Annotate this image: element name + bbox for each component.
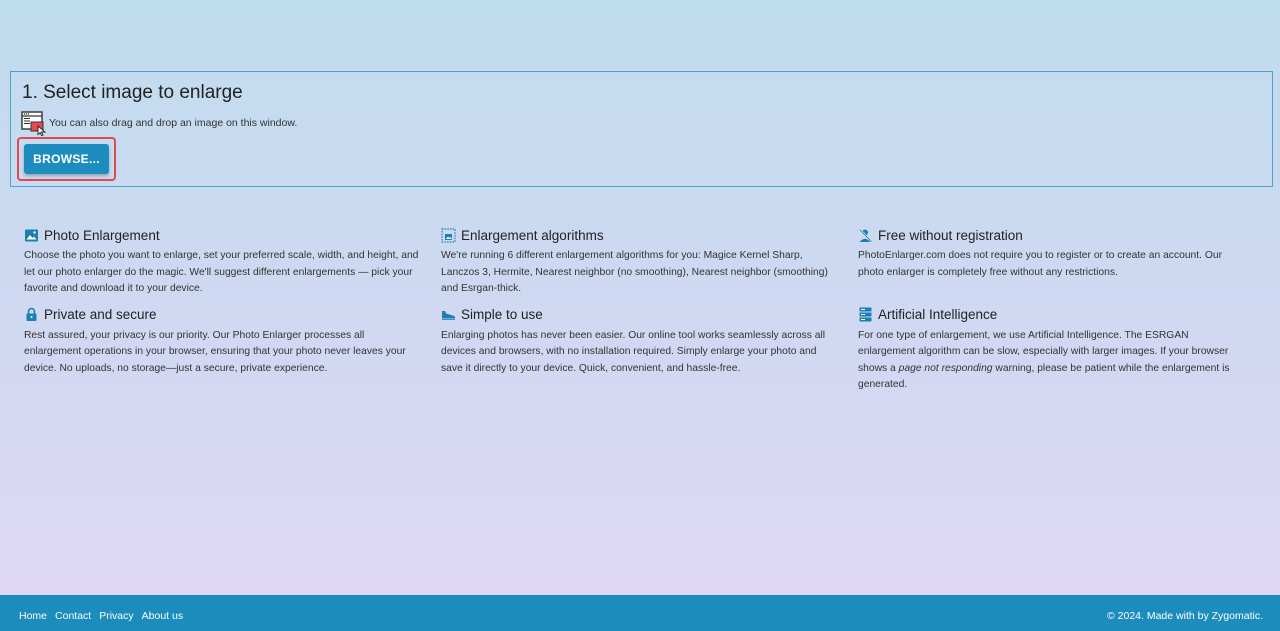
feature-title: Free without registration — [878, 227, 1023, 243]
feature-photo-enlargement — [24, 226, 441, 298]
select-image-panel — [10, 71, 1273, 187]
copyright-suffix: . — [1260, 610, 1263, 622]
feature-text-italic: page not responding — [898, 362, 993, 374]
drag-drop-hint-text: You can also drag and drop an image on this window. — [49, 117, 298, 129]
footer-link-about-us[interactable]: About us — [141, 610, 184, 622]
image-icon — [24, 228, 39, 243]
crop-icon — [441, 228, 456, 243]
feature-title: Enlargement algorithms — [461, 227, 604, 243]
feature-artificial-intelligence — [858, 306, 1254, 394]
shoe-icon — [441, 307, 456, 322]
feature-text-part: warning, please be patient while the enlargement is generated. — [858, 362, 1230, 390]
feature-title: Photo Enlargement — [44, 227, 160, 243]
feature-grid — [24, 226, 1254, 394]
footer-nav — [19, 610, 191, 622]
feature-title: Simple to use — [461, 307, 543, 322]
feature-text — [858, 328, 1236, 394]
feature-text: We're running 6 different enlargement algorithms for you: Magice Kernel Sharp, Lanczos 3, Hermite, Nearest neighbor (no smoothing), Nearest neighbor (smoothing) and Esrgan-thick. — [441, 250, 828, 294]
feature-title: Private and secure — [44, 307, 157, 322]
feature-simple-to-use — [441, 306, 858, 394]
footer — [0, 595, 1280, 631]
footer-copyright — [1107, 610, 1263, 622]
no-user-icon — [858, 228, 873, 243]
select-image-title: 1. Select image to enlarge — [22, 82, 243, 103]
feature-private-and-secure — [24, 306, 441, 394]
feature-free-without-registration — [858, 226, 1254, 298]
drag-drop-hint — [21, 110, 297, 136]
zygomatic-link[interactable]: Zygomatic — [1211, 610, 1261, 622]
drag-drop-icon — [21, 110, 47, 136]
footer-link-home[interactable]: Home — [19, 610, 48, 622]
feature-text: Enlarging photos has never been easier. Our online tool works seamlessly across all devices and browsers, with no installation required. Simply enlarge your photo and save it directly to your device. Quick, convenient, and hassle-free. — [441, 329, 826, 374]
feature-text: Choose the photo you want to enlarge, set your preferred scale, width, and height, and let our photo enlarger do the magic. We'll suggest different enlargements — pick your favorite and download it to your device. — [24, 250, 419, 294]
feature-enlargement-algorithms — [441, 226, 858, 298]
feature-text: PhotoEnlarger.com does not require you to register or to create an account. Our photo enlarger is completely free without any restrictions. — [858, 250, 1223, 278]
lock-icon — [24, 307, 39, 322]
feature-text: Rest assured, your privacy is our priority. Our Photo Enlarger processes all enlargement operations in your browser, ensuring that your photo never leaves your device. No uploads, no storage—just a secure, private experience. — [24, 329, 406, 374]
feature-text-part: For one type of enlargement, we use Artificial Intelligence. The ESRGAN enlargement algorithm can be slow, especially with larger images. If your browser shows a — [858, 329, 1229, 374]
feature-title: Artificial Intelligence — [878, 307, 998, 322]
server-icon — [858, 307, 873, 322]
footer-link-privacy[interactable]: Privacy — [99, 610, 134, 622]
browse-button-highlight — [17, 137, 116, 181]
footer-link-contact[interactable]: Contact — [55, 610, 92, 622]
browse-button[interactable]: BROWSE... — [24, 144, 109, 174]
copyright-text: © 2024. Made with by — [1107, 610, 1212, 622]
